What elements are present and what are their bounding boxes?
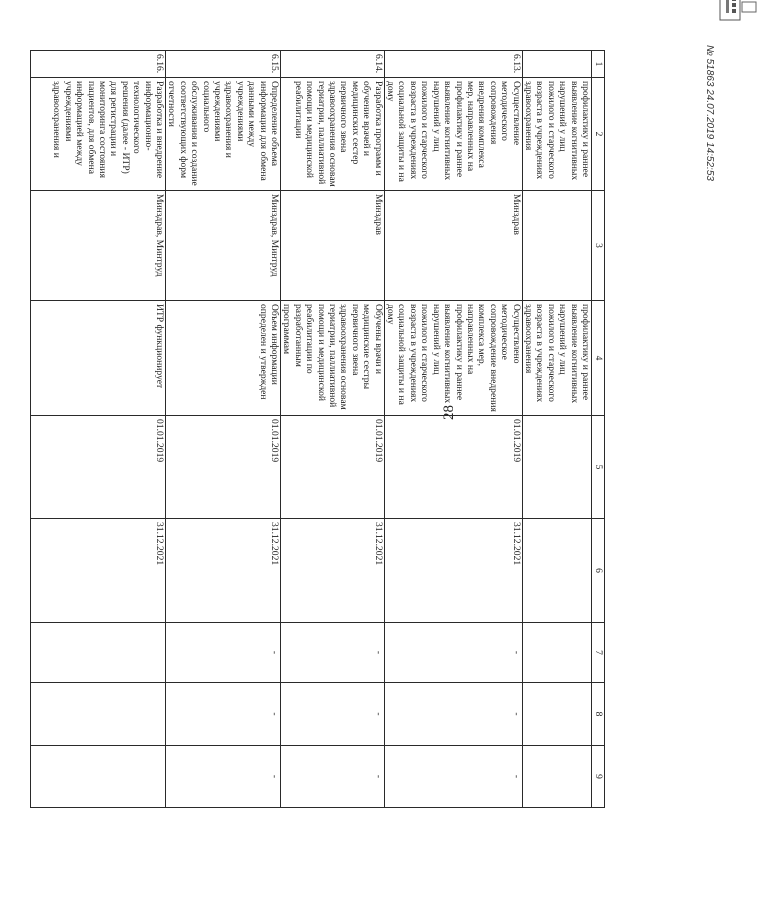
cell-col9 [31,746,166,808]
cell-col8: - [165,683,280,746]
stamp-logo [718,0,760,22]
header-cell-8: 8 [592,683,605,746]
expected-result: Объем информации определен и утвержден [165,301,280,416]
header-cell-2: 2 [592,78,605,191]
start-date [522,416,591,519]
cell-col7 [31,623,166,683]
cell-col9: - [384,746,522,808]
header-cell-1: 1 [592,51,605,78]
table-row [281,51,385,808]
header-cell-7: 7 [592,623,605,683]
header-cell-5: 5 [592,416,605,519]
cell-col8: - [281,683,385,746]
end-date [522,519,591,623]
end-date: 31.12.2021 [165,519,280,623]
end-date: 31.12.2021 [384,519,522,623]
document-reference: № 51863 24.07.2019 14:52:53 [704,45,715,181]
cell-col9: - [281,746,385,808]
executor: Минздрав, Минтруд [31,191,166,301]
header-cell-3: 3 [592,191,605,301]
header-cell-4: 4 [592,301,605,416]
executor: Минздрав [281,191,385,301]
start-date: 01.01.2019 [31,416,166,519]
page-number: 28 [441,405,457,420]
expected-result: Осуществлено методическое сопровождение внедрения комплекса мер, направленных на профилактику и раннее выявление когнитивных нарушений у лиц пожилого и старческого возраста в учреждениях социальной защиты и на дому [384,301,522,416]
header-cell-6: 6 [592,519,605,623]
rotated-page [20,0,715,810]
table-row [384,51,522,808]
row-number: 6.13. [384,51,522,78]
expected-result: ИТР функционирует [31,301,166,416]
cell-col7: - [281,623,385,683]
cell-col7 [522,623,591,683]
table-row [31,51,166,808]
plan-table [30,50,605,807]
end-date: 31.12.2021 [281,519,385,623]
measure-name: Разработка программ и обучение врачей и медицинских сестер первичного звена здравоохранения основам гериатрии, паллиативной помощи и медицинской реабилитации [281,78,385,191]
executor: Минздрав, Минтруд [165,191,280,301]
row-number: 6.14. [281,51,385,78]
cell-col7: - [384,623,522,683]
end-date: 31.12.2021 [31,519,166,623]
row-number [522,51,591,78]
expected-result: профилактику и раннее выявление когнитивных нарушений у лиц пожилого и старческого возраста в учреждениях здравоохранения [522,301,591,416]
cell-col8 [522,683,591,746]
measure-name: Определение объема информации для обмена данными между учреждениями здравоохранения и учреждениями социального обслуживания и создание соответствующих форм отчетности [165,78,280,191]
row-number: 6.16. [31,51,166,78]
expected-result: Обучены врачи и медицинские сестры первичного звена здравоохранения основам гериатрии, паллиативной помощи и медицинской реабилитации по разработанным программам [281,301,385,416]
executor [522,191,591,301]
start-date: 01.01.2019 [281,416,385,519]
table-row [165,51,280,808]
header-row [592,51,605,808]
cell-col7: - [165,623,280,683]
cell-col8: - [384,683,522,746]
cell-col9 [522,746,591,808]
start-date: 01.01.2019 [384,416,522,519]
row-number: 6.15. [165,51,280,78]
start-date: 01.01.2019 [165,416,280,519]
executor: Минздрав [384,191,522,301]
table-row [522,51,591,808]
measure-name: профилактику и раннее выявление когнитивных нарушений у лиц пожилого и старческого возраста в учреждениях здравоохранения [522,78,591,191]
header-cell-9: 9 [592,746,605,808]
measure-name: Разработка и внедрение информационно-технологического решения (далее - ИТР) для регистрации и мониторинга состояния пациентов, для обмена информацией между учреждениями здравоохранения и [31,78,166,191]
measure-name: Осуществление методического сопровождения внедрения комплекса мер, направленных на профилактику и раннее выявление когнитивных нарушений у лиц пожилого и старческого возраста в учреждениях социальной защиты и на дому [384,78,522,191]
cell-col9: - [165,746,280,808]
cell-col8 [31,683,166,746]
